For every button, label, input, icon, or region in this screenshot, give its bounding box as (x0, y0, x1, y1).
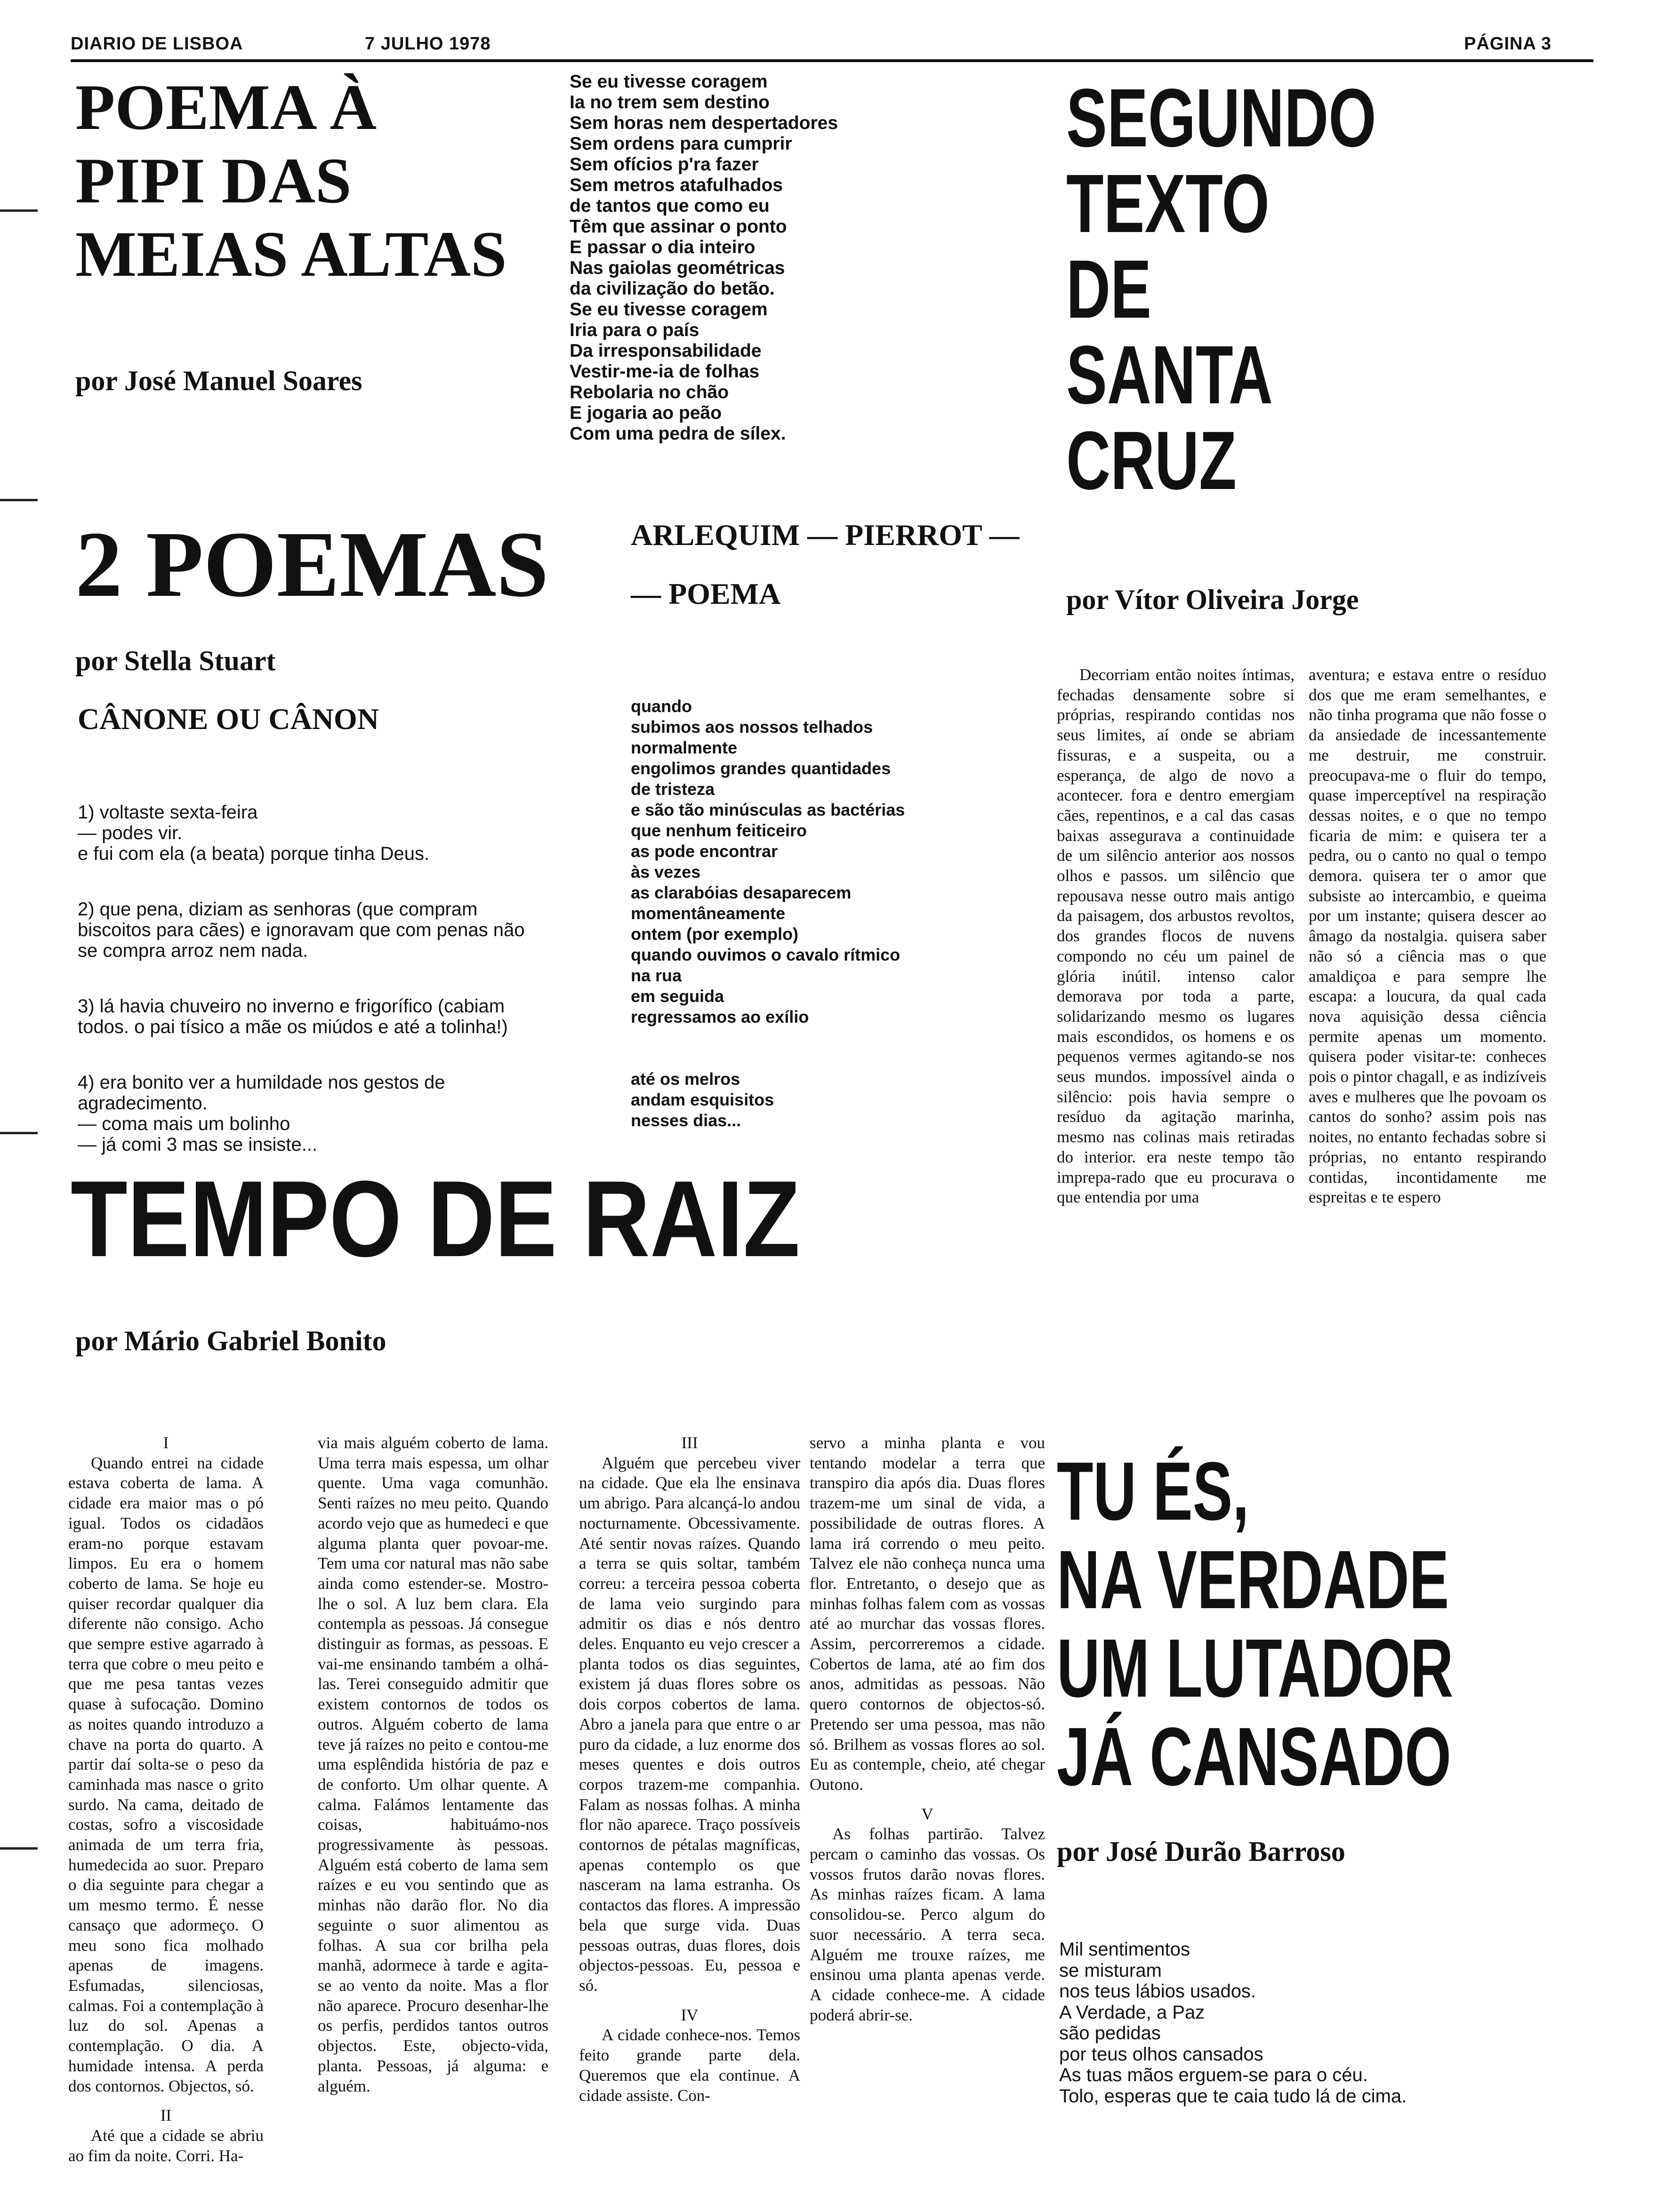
pipi-verse: Se eu tivesse coragem Ia no trem sem destino Sem horas nem despertadores Sem ordens para cumprir Sem ofícios p'ra fazer Sem metros atafulhados de tantos que como eu Têm que assinar o ponto E passar o dia inteiro Nas gaiolas geométricas da civilização do betão. Se eu tivesse coragem Iria para o país Da irresponsabilidade Vestir-me-ia de folhas Rebolaria no chão E jogaria ao peão Com uma pedra de sílex. (570, 72, 838, 444)
lutador-verse: Mil sentimentos se misturam nos teus lábios usados. A Verdade, a Paz são pedidas por teus olhos cansados As tuas mãos erguem-se para o céu. Tolo, esperas que te caia tudo lá de cima. (1059, 1939, 1407, 2107)
poem-item: 1) voltaste sexta-feira — podes vir. e fui com ela (a beata) porque tinha Deus. (78, 802, 430, 864)
tempo-title: TEMPO DE RAIZ (71, 1158, 800, 1279)
masthead-date: 7 JULHO 1978 (365, 34, 491, 54)
margin-mark (0, 499, 38, 501)
santa-cruz-byline: por Vítor Oliveira Jorge (1066, 584, 1359, 615)
dois-poemas-subtitle: CÂNONE OU CÂNON (78, 702, 379, 736)
santa-cruz-col2: aventura; e estava entre o resíduo dos que me eram semelhantes, e não tinha programa que não fosse o da ansiedade de incessantemente me destruir, me construir. preocupava-me o fluir do tempo, quase imperceptível na respiração dessas noites, e o que no tempo ficaria de mim: e quisera ter a pedra, ou o canto no qual o tempo demora. quisera ter o amor que subsiste ao intercambio, e queima por um instante; quisera descer ao âmago da nostalgia. quisera saber não só a ciência mas o que amaldiçoa e para sempre lhe escapa: a loucura, da qual cada nova aquisição dessa ciência permite apenas um momento. quisera poder visitar-te: conheces pois o pintor chagall, e as indizíveis aves e mulheres que lhe povoam os cantos do sonho? assim pois nas noites, no entanto fechadas sobre si próprias, no entanto respirando contidas, incontidamente me espreitas e te espero (1309, 665, 1546, 1207)
margin-mark (0, 1847, 38, 1850)
masthead-paper: DIARIO DE LISBOA (71, 34, 243, 54)
margin-mark (0, 209, 38, 212)
arlequim-title-1: ARLEQUIM — PIERROT — (631, 518, 1020, 552)
masthead-page: PÁGINA 3 (1464, 34, 1552, 54)
dois-poemas-body (78, 781, 548, 1176)
tempo-col4: servo a minha planta e vou tentando modelar a terra que transpiro dia após dia. Duas flores trazem-me um sinal de vida, a possibilidade de outras flores. A lama irá correndo o meu peito. Talvez ele não conheça nunca uma flor. Entretanto, o desejo que as minhas folhas falem com as vossas até ao murchar das vossas flores. Assim, percorreremos a cidade. Cobertos de lama, até ao fim dos anos, admitidas as pessoas. Não quero contornos de objectos-só. Pretendo ser uma pessoa, mas não só. Brilhem as vossas flores ao sol. Eu as contemple, cheio, até chegar Outono. V As folhas partirão. Talvez percam o caminho das vossas. Os vossos frutos darão novas flores. As minhas raízes ficam. A lama consolidou-se. Perco algum do suor necessário. A terra seca. Alguém me trouxe raízes, me ensinou uma planta apenas verde. A cidade conhece-me. A cidade poderá abrir-se. (810, 1434, 1045, 2024)
poem-item: 4) era bonito ver a humildade nos gestos de agradecimento. — coma mais um bolinho — já comi 3 mas se insiste... (78, 1072, 445, 1155)
margin-mark (0, 1132, 38, 1134)
arlequim-verse: quando subimos aos nossos telhados normalmente engolimos grandes quantidades de tristeza e são tão minúsculas as bactérias que nenhum feiticeiro as pode encontrar às vezes as clarabóias desaparecem momentâneamente ontem (por exemplo) quando ouvimos o cavalo rítmico na rua em seguida regressamos ao exílio até os melros andam esquisitos nesses dias... (631, 697, 905, 1130)
arlequim-title-2: — POEMA (631, 577, 781, 610)
lutador-byline: por José Durão Barroso (1057, 1836, 1345, 1867)
poem-item: 2) que pena, diziam as senhoras (que compram biscoitos para cães) e ignoravam que com penas não se compra arroz nem nada. (78, 899, 525, 961)
pipi-byline: por José Manuel Soares (75, 365, 362, 396)
tempo-col3: III Alguém que percebeu viver na cidade. Que ela lhe ensinava um abrigo. Para alcançá-lo andou nocturnamente. Obcessivamente. Até sentir novas raízes. Quando a terra se quis soltar, também correu: a terceira pessoa coberta de lama veio surgindo para admitir os dias e nós dentro deles. Enquanto eu vejo crescer a planta todos os dias seguintes, existem já duas flores sobre os dois corpos cobertos de lama. Abro a janela para que entre o ar puro da cidade, a luz enorme dos meses quentes e dois outros corpos trazem-me companhia. Falam as nossas folhas. A minha flor não aparece. Traço possíveis contornos de pétalas magníficas, apenas contemplo os que nasceram na lama estranha. Os contactos das flores. A impressão bela que surge vida. Duas pessoas outras, duas flores, dois objectos-pessoas. Eu, pessoa e só. IV A cidade conhece-nos. Temos feito grande parte dela. Queremos que ela continue. A cidade assiste. Con- (579, 1434, 800, 2105)
lutador-title: TU ÉS, NA VERDADE UM LUTADOR JÁ CANSADO (1057, 1445, 1454, 1803)
santa-cruz-col1: Decorriam então noites íntimas, fechadas densamente sobre si próprias, respirando contidas nos seus limites, aí onde se abriam fissuras, e a suspeita, ou a esperança, de algo de novo a acontecer. fora e dentro emergiam cães, repentinos, e a cal das casas baixas assegurava a continuidade de um silêncio anterior aos nossos olhos e passos. um silêncio que repousava nesse outro mais antigo da paisagem, dos arbustos revoltos, dos grandes flocos de nuvens compondo no céu um painel de glória inútil. intenso calor demorava por toda a parte, solidarizando mesmo os lugares mais escondidos, os homens e os pequenos vermes agitando-se nos seus mundos. impossível ainda o silêncio: pois havia sempre o resíduo da agitação marinha, mesmo nas colinas mais retiradas do interior. era neste tempo tão imprepa-rado que eu procurava o que entendia por uma (1057, 665, 1295, 1207)
tempo-col2: via mais alguém coberto de lama. Uma terra mais espessa, um olhar quente. Uma vaga comunhão. Senti raízes no meu peito. Quando acordo vejo que as humedeci e que alguma planta quer povoar-me. Tem uma cor natural mas não sabe ainda como estender-se. Mostro-lhe o sol. A luz bem clara. Ela contempla as pessoas. Já consegue distinguir as formas, as pessoas. E vai-me ensinando também a olhá-las. Terei conseguido admitir que existem contornos de todos os outros. Alguém coberto de lama teve já raízes no peito e contou-me uma esplêndida história de paz e de conforto. Um olhar quente. A calma. Falámos lentamente das coisas, habituámo-nos progressivamente às pessoas. Alguém está coberto de lama sem raízes e eu vou sentindo que as minhas não darão flor. No dia seguinte o suor alimentou as folhas. A sua cor brilha pela manhã, adormece à tarde e agita-se ao vento da noite. Mas a flor não aparece. Procuro desenhar-lhe os perfis, perdidos tantos outros objectos. Este, objecto-vida, planta. Pessoas, já alguma: e alguém. (318, 1434, 548, 2095)
pipi-title: POEMA À PIPI DAS MEIAS ALTAS (75, 71, 507, 290)
santa-cruz-title: SEGUNDO TEXTO DE SANTA CRUZ (1066, 72, 1376, 507)
dois-poemas-byline: por Stella Stuart (75, 645, 276, 676)
tempo-col1: I Quando entrei na cidade estava coberta de lama. A cidade era maior mas o pó igual. Todos os cidadãos eram-no porque estavam limpos. Eu era o homem coberto de lama. Se hoje eu quiser recordar qualquer dia diferente não consigo. Acho que sempre estive agarrado à terra que cobre o meu peito e que me pesa tantas vezes quase à sufocação. Domino as noites quando introduzo a chave na porta do quarto. A partir daí solta-se o peso da caminhada mas nasce o grito surdo. Na cama, deitado de costas, sofro a viscosidade animada de um terra fria, humedecida ao suor. Preparo o dia seguinte para chegar a um mesmo termo. É nesse cansaço que adormeço. O meu sono fica molhado apenas de imagens. Esfumadas, silenciosas, calmas. Foi a contemplação à luz do sol. Apenas a contemplação. O dia. A humidade intensa. A perda dos contornos. Objectos, só. II Até que a cidade se abriu ao fim da noite. Corri. Ha- (68, 1434, 264, 2165)
dois-poemas-title: 2 POEMAS (75, 513, 549, 617)
poem-item: 3) lá havia chuveiro no inverno e frigorífico (cabiam todos. o pai tísico a mãe os miúdos e até a tolinha!) (78, 996, 508, 1037)
masthead-rule (71, 59, 1593, 62)
tempo-byline: por Mário Gabriel Bonito (75, 1325, 386, 1356)
